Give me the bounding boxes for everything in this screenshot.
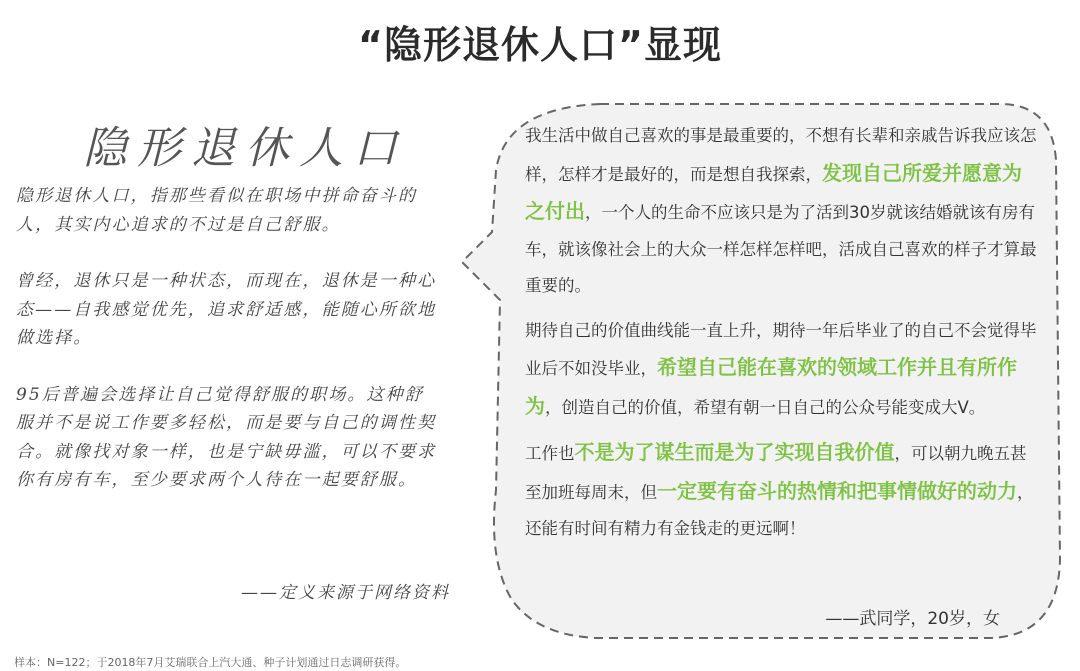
quote-paragraph-1 <box>525 118 1040 305</box>
quote-paragraph-3 <box>525 434 1040 548</box>
quote-paragraph-2 <box>525 313 1040 427</box>
quote-highlight: 发现自己所爱并愿意为之付出 <box>525 160 1022 223</box>
footnote: 样本：N=122；于2018年7月艾瑞联合上汽大通、种子计划通过日志调研获得。 <box>14 656 407 669</box>
quote-highlight: 希望自己能在喜欢的领域工作并且有所作为 <box>525 355 1017 418</box>
definition-source: ——定义来源于网络资料 <box>241 583 450 603</box>
definition-paragraph-1: 隐形退休人口，指那些看似在职场中拼命奋斗的人，其实内心追求的不过是自己舒服。 <box>16 186 418 235</box>
quote-text: 工作也 <box>525 444 575 463</box>
quote-highlight: 不是为了谋生而是为了实现自我价值 <box>574 440 895 464</box>
page-title: “隐形退休人口”显现 <box>358 23 722 67</box>
quote-text: 期待自己的价值曲线能一直上升，期待一年后毕业了的自己不会觉得毕业后不如没毕业， <box>525 320 1037 378</box>
quote-text: ，可以朝九晚五甚至加班每周末，但 <box>525 444 1027 502</box>
quote-highlight: 一定要有奋斗的热情和把事情做好的动力 <box>657 478 1017 503</box>
quote-text: ，还能有时间有精力有金钱走的更远啊！ <box>525 482 1034 538</box>
quote-text: ，创造自己的价值，希望有朝一日自己的公众号能变成大V。 <box>545 397 986 417</box>
definition-heading: 隐形退休人口 <box>83 123 407 174</box>
definition-paragraph-2: 曾经，退休只是一种状态，而现在，退休是一种心态——自我感觉优先，追求舒适感，能随心所欲地做选择。 <box>16 271 437 348</box>
quote-text: ，一个人的生命不应该只是为了活到30岁就该结婚就该有房有车，就该像社会上的大众一样怎样怎样吧，活成自己喜欢的样子才算最重要的。 <box>525 203 1037 295</box>
quote-text: 我生活中做自己喜欢的事是最重要的，不想有长辈和亲戚告诉我应该怎样，怎样才是最好的，而是想自我探索， <box>525 126 1037 184</box>
quote-attribution: ——武同学，20岁，女 <box>825 609 1000 629</box>
quote-box <box>525 118 1040 556</box>
definition-paragraph-3: 95后普遍会选择让自己觉得舒服的职场。这种舒服并不是说工作要多轻松，而是要与自己的调性契合。就像找对象一样，也是宁缺毋滥，可以不要求你有房有车，至少要求两个人待在一起要舒服。 <box>16 384 437 490</box>
